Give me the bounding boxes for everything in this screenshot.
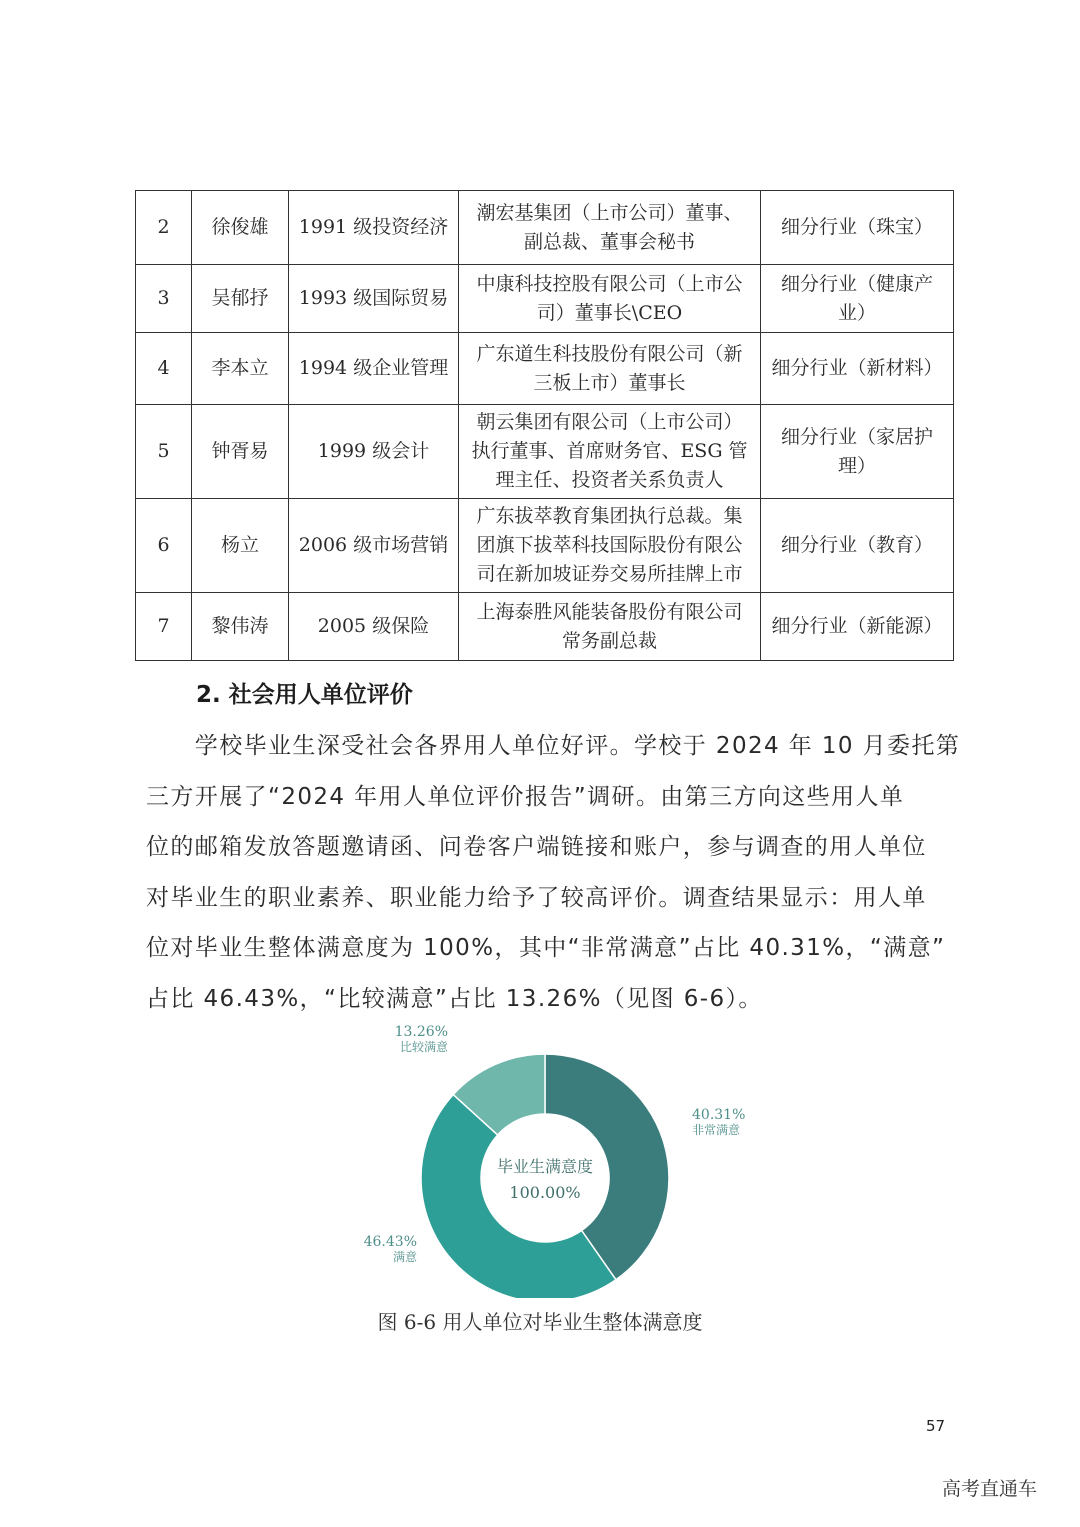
table-row — [136, 191, 954, 265]
industry-cell — [761, 405, 954, 499]
slice-category-label: 非常满意 — [692, 1123, 741, 1137]
industry-cell — [761, 265, 954, 333]
donut-center-label: 毕业生满意度 — [496, 1157, 594, 1176]
table-row — [136, 405, 954, 499]
company-cell — [459, 593, 761, 661]
class-cell: 1993 级国际贸易 — [289, 265, 459, 333]
slice-value-label: 40.31% — [692, 1107, 746, 1123]
alumni-table-body — [136, 191, 954, 661]
table-row — [136, 265, 954, 333]
company-cell-line: 中康科技控股有限公司（上市公 — [476, 272, 743, 295]
class-cell: 1999 级会计 — [289, 405, 459, 499]
company-cell-line: 执行董事、首席财务官、ESG 管 — [471, 440, 748, 462]
industry-cell-line: 细分行业（新能源） — [771, 615, 943, 637]
table-row — [136, 333, 954, 405]
industry-cell-line: 细分行业（新材料） — [771, 357, 943, 379]
satisfaction-donut-chart — [340, 1018, 760, 1298]
company-cell-line: 上海泰胜风能装备股份有限公司 — [476, 600, 743, 623]
company-cell-line: 常务副总裁 — [561, 629, 657, 652]
company-cell — [459, 333, 761, 405]
company-cell — [459, 191, 761, 265]
name-cell: 吴郁抒 — [192, 265, 289, 333]
company-cell-line: 司）董事长\CEO — [536, 301, 683, 324]
company-cell-line: 潮宏基集团（上市公司）董事、 — [476, 201, 743, 224]
figure-caption: 图 6-6 用人单位对毕业生整体满意度 — [377, 1310, 703, 1334]
alumni-table — [135, 190, 954, 661]
industry-cell — [761, 593, 954, 661]
name-cell: 钟胥易 — [192, 405, 289, 499]
company-cell-line: 朝云集团有限公司（上市公司） — [476, 411, 743, 433]
name-cell: 徐俊雄 — [192, 191, 289, 265]
industry-cell-line: 理） — [837, 454, 876, 477]
slice-category-label: 满意 — [392, 1250, 417, 1264]
no-cell: 2 — [136, 191, 192, 265]
no-cell: 4 — [136, 333, 192, 405]
slice-value-label: 13.26% — [394, 1024, 448, 1040]
class-cell: 2005 级保险 — [289, 593, 459, 661]
paragraph-line: 三方开展了“2024 年用人单位评价报告”调研。由第三方向这些用人单 — [146, 783, 905, 810]
no-cell: 7 — [136, 593, 192, 661]
paragraph-line: 占比 46.43%，“比较满意”占比 13.26%（见图 6-6）。 — [146, 985, 763, 1012]
table-row — [136, 593, 954, 661]
donut-center-value: 100.00% — [509, 1183, 581, 1202]
slice-category-label: 比较满意 — [399, 1040, 448, 1054]
company-cell-line: 三板上市）董事长 — [533, 371, 686, 394]
paragraph-line: 对毕业生的职业素养、职业能力给予了较高评价。调查结果显示：用人单 — [146, 884, 927, 911]
page-number: 57 — [926, 1417, 946, 1435]
name-cell: 黎伟涛 — [192, 593, 289, 661]
company-cell — [459, 405, 761, 499]
industry-cell-line: 业） — [837, 301, 876, 324]
class-cell: 1994 级企业管理 — [289, 333, 459, 405]
industry-cell — [761, 191, 954, 265]
company-cell-line: 副总裁、董事会秘书 — [523, 230, 695, 253]
industry-cell — [761, 333, 954, 405]
paragraph-line: 学校毕业生深受社会各界用人单位好评。学校于 2024 年 10 月委托第 — [146, 733, 961, 759]
name-cell: 李本立 — [192, 333, 289, 405]
no-cell: 6 — [136, 499, 192, 593]
company-cell-line: 团旗下拔萃科技国际股份有限公 — [476, 534, 743, 556]
body-paragraph — [146, 721, 961, 1024]
industry-cell-line: 细分行业（家居护 — [780, 425, 933, 448]
no-cell: 3 — [136, 265, 192, 333]
company-cell-line: 广东拔萃教育集团执行总裁。集 — [476, 505, 743, 527]
no-cell: 5 — [136, 405, 192, 499]
company-cell — [459, 265, 761, 333]
industry-cell-line: 细分行业（健康产 — [780, 272, 933, 295]
class-cell: 2006 级市场营销 — [289, 499, 459, 593]
industry-cell-line: 细分行业（教育） — [780, 534, 933, 556]
paragraph-line: 位的邮箱发放答题邀请函、问卷客户端链接和账户，参与调查的用人单位 — [146, 834, 927, 860]
name-cell: 杨立 — [192, 499, 289, 593]
section-title: 2. 社会用人单位评价 — [196, 682, 413, 708]
industry-cell — [761, 499, 954, 593]
company-cell-line: 司在新加坡证券交易所挂牌上市 — [476, 563, 743, 585]
paragraph-line: 位对毕业生整体满意度为 100%，其中“非常满意”占比 40.31%，“满意” — [146, 935, 946, 961]
company-cell-line: 理主任、投资者关系负责人 — [495, 469, 724, 491]
table-row — [136, 499, 954, 593]
watermark: 高考直通车 — [942, 1478, 1038, 1500]
slice-value-label: 46.43% — [363, 1234, 417, 1250]
company-cell-line: 广东道生科技股份有限公司（新 — [476, 342, 743, 365]
industry-cell-line: 细分行业（珠宝） — [780, 216, 933, 238]
class-cell: 1991 级投资经济 — [289, 191, 459, 265]
company-cell — [459, 499, 761, 593]
